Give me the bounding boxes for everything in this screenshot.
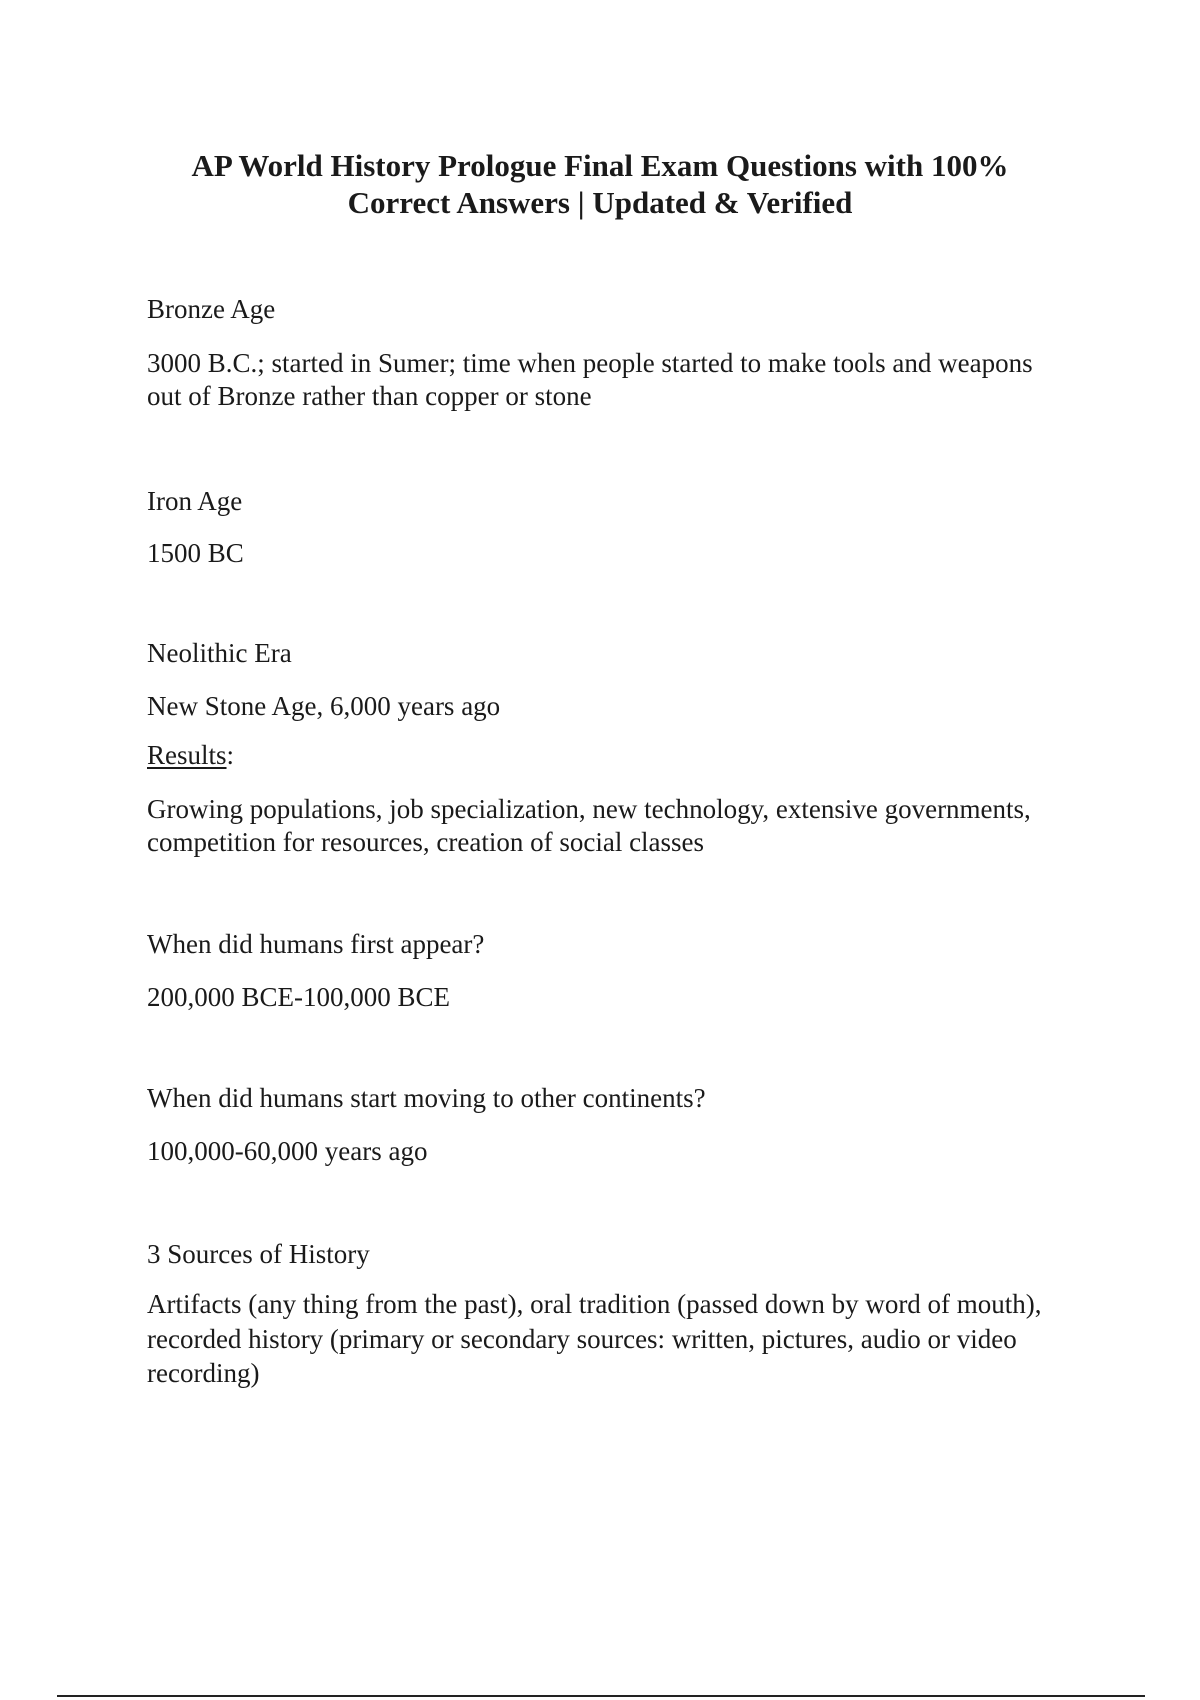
document-title-line-2: Correct Answers | Updated & Verified: [347, 185, 853, 220]
definition-bronze-age-line-2: out of Bronze rather than copper or stone: [147, 381, 592, 411]
question-humans-moving-continents: When did humans start moving to other continents?: [147, 1083, 706, 1113]
results-details-line-2: competition for resources, creation of social classes: [147, 827, 705, 857]
question-humans-first-appear: When did humans first appear?: [147, 929, 485, 959]
results-label: Results: [147, 740, 227, 770]
term-iron-age: Iron Age: [147, 486, 243, 516]
definition-sources-line-2: recorded history (primary or secondary sources: written, pictures, audio or video: [147, 1324, 1017, 1354]
term-bronze-age: Bronze Age: [147, 294, 276, 324]
definition-sources-line-3: recording): [147, 1358, 260, 1388]
results-heading: [147, 738, 1087, 772]
definition-bronze-age-line-1: 3000 B.C.; started in Sumer; time when people started to make tools and weapons: [147, 348, 1033, 378]
definition-sources-line-1: Artifacts (any thing from the past), oral tradition (passed down by word of mouth),: [147, 1289, 1042, 1319]
answer-humans-first-appear: 200,000 BCE-100,000 BCE: [147, 982, 451, 1012]
results-label-colon: :: [226, 740, 235, 770]
term-sources-of-history: 3 Sources of History: [147, 1239, 370, 1269]
answer-humans-moving-continents: 100,000-60,000 years ago: [147, 1136, 428, 1166]
results-details-line-1: Growing populations, job specialization, new technology, extensive governments,: [147, 794, 1031, 824]
footer-divider: [57, 1695, 1145, 1697]
definition-iron-age: 1500 BC: [147, 538, 244, 568]
definition-neolithic-era: New Stone Age, 6,000 years ago: [147, 691, 501, 721]
term-neolithic-era: Neolithic Era: [147, 638, 292, 668]
document-title-line-1: AP World History Prologue Final Exam Questions with 100%: [191, 148, 1009, 183]
